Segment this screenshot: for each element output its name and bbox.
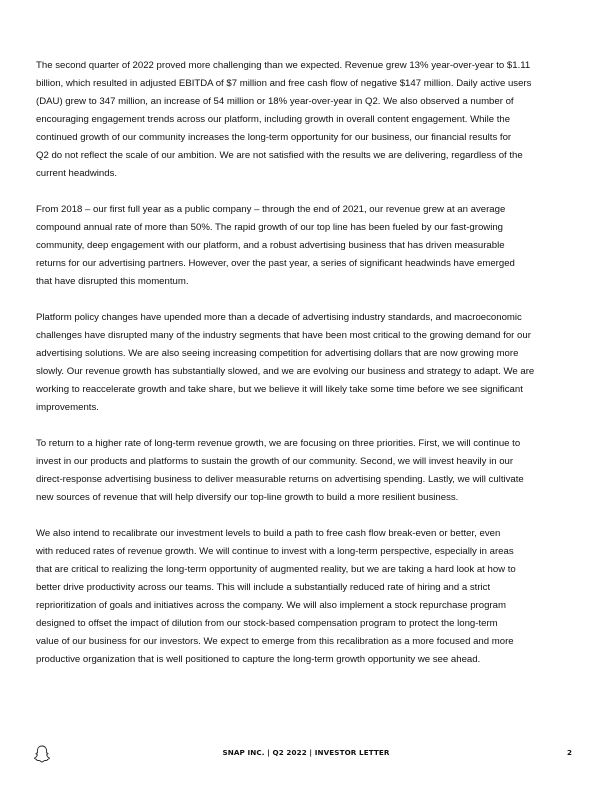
- text-line: that are critical to realizing the long-term opportunity of augmented reality, but we are taking a hard look at how to: [36, 564, 516, 575]
- footer-title: SNAP INC. | Q2 2022 | INVESTOR LETTER: [222, 748, 390, 757]
- text-line: direct-response advertising business to deliver measurable returns on advertising spending. Lastly, we will cultivate: [36, 474, 524, 485]
- text-line: encouraging engagement trends across our platform, including growth in overall content engagement. While the: [36, 114, 511, 125]
- text-line: To return to a higher rate of long-term revenue growth, we are focusing on three priorities. First, we will continue to: [36, 438, 521, 449]
- text-line: Platform policy changes have upended more than a decade of advertising industry standards, and macroeconomic: [36, 312, 522, 323]
- paragraph-headwinds: [36, 309, 584, 417]
- text-line: new sources of revenue that will help diversify our top-line growth to build a more resilient business.: [36, 492, 459, 503]
- text-line: value of our business for our investors. We expect to emerge from this recalibration as a more focused and more: [36, 636, 514, 647]
- page-number: 2: [567, 748, 573, 757]
- text-line: From 2018 – our first full year as a public company – through the end of 2021, our revenue grew at an average: [36, 204, 506, 215]
- letter-body: [36, 57, 584, 687]
- paragraph-q2-summary: [36, 57, 584, 183]
- text-line: billion, which resulted in adjusted EBITDA of $7 million and free cash flow of negative $147 million. Daily active users: [36, 78, 532, 89]
- text-line: continued growth of our community increases the long-term opportunity for our business, our financial results for: [36, 132, 512, 143]
- paragraph-growth-history: [36, 201, 584, 291]
- text-line: returns for our advertising partners. However, over the past year, a series of significant headwinds have emerged: [36, 258, 515, 269]
- text-line: The second quarter of 2022 proved more challenging than we expected. Revenue grew 13% year-over-year to $1.11: [36, 60, 531, 71]
- text-line: current headwinds.: [36, 168, 118, 179]
- text-line: slowly. Our revenue growth has substantially slowed, and we are evolving our business and strategy to adapt. We are: [36, 366, 535, 377]
- page-footer: [0, 744, 612, 768]
- text-line: (DAU) grew to 347 million, an increase of 54 million or 18% year-over-year in Q2. We also observed a number of: [36, 96, 514, 107]
- text-line: Q2 do not reflect the scale of our ambition. We are not satisfied with the results we are delivering, regardless of the: [36, 150, 523, 161]
- text-line: compound annual rate of more than 50%. The rapid growth of our top line has been fueled by our fast-growing: [36, 222, 504, 233]
- text-line: improvements.: [36, 402, 99, 413]
- text-line: community, deep engagement with our platform, and a robust advertising business that has driven measurable: [36, 240, 505, 251]
- text-line: with reduced rates of revenue growth. We will continue to invest with a long-term perspective, especially in areas: [36, 546, 514, 557]
- text-line: better drive productivity across our teams. This will include a substantially reduced rate of hiring and a strict: [36, 582, 491, 593]
- text-line: designed to offset the impact of dilution from our stock-based compensation program to protect the long-term: [36, 618, 498, 629]
- text-line: advertising solutions. We are also seeing increasing competition for advertising dollars that are now growing more: [36, 348, 519, 359]
- text-line: We also intend to recalibrate our investment levels to build a path to free cash flow break-even or better, even: [36, 528, 501, 539]
- paragraph-priorities: [36, 435, 584, 507]
- text-line: that have disrupted this momentum.: [36, 276, 189, 287]
- text-line: challenges have disrupted many of the industry segments that have been most critical to the growing demand for our: [36, 330, 531, 341]
- text-line: invest in our products and platforms to sustain the growth of our community. Second, we will invest heavily in our: [36, 456, 514, 467]
- text-line: reprioritization of goals and initiatives across the company. We will also implement a stock repurchase program: [36, 600, 506, 611]
- paragraph-recalibration: [36, 525, 584, 669]
- text-line: working to reaccelerate growth and take share, but we believe it will likely take some time before we see significant: [36, 384, 523, 395]
- text-line: productive organization that is well positioned to capture the long-term growth opportunity we see ahead.: [36, 654, 481, 665]
